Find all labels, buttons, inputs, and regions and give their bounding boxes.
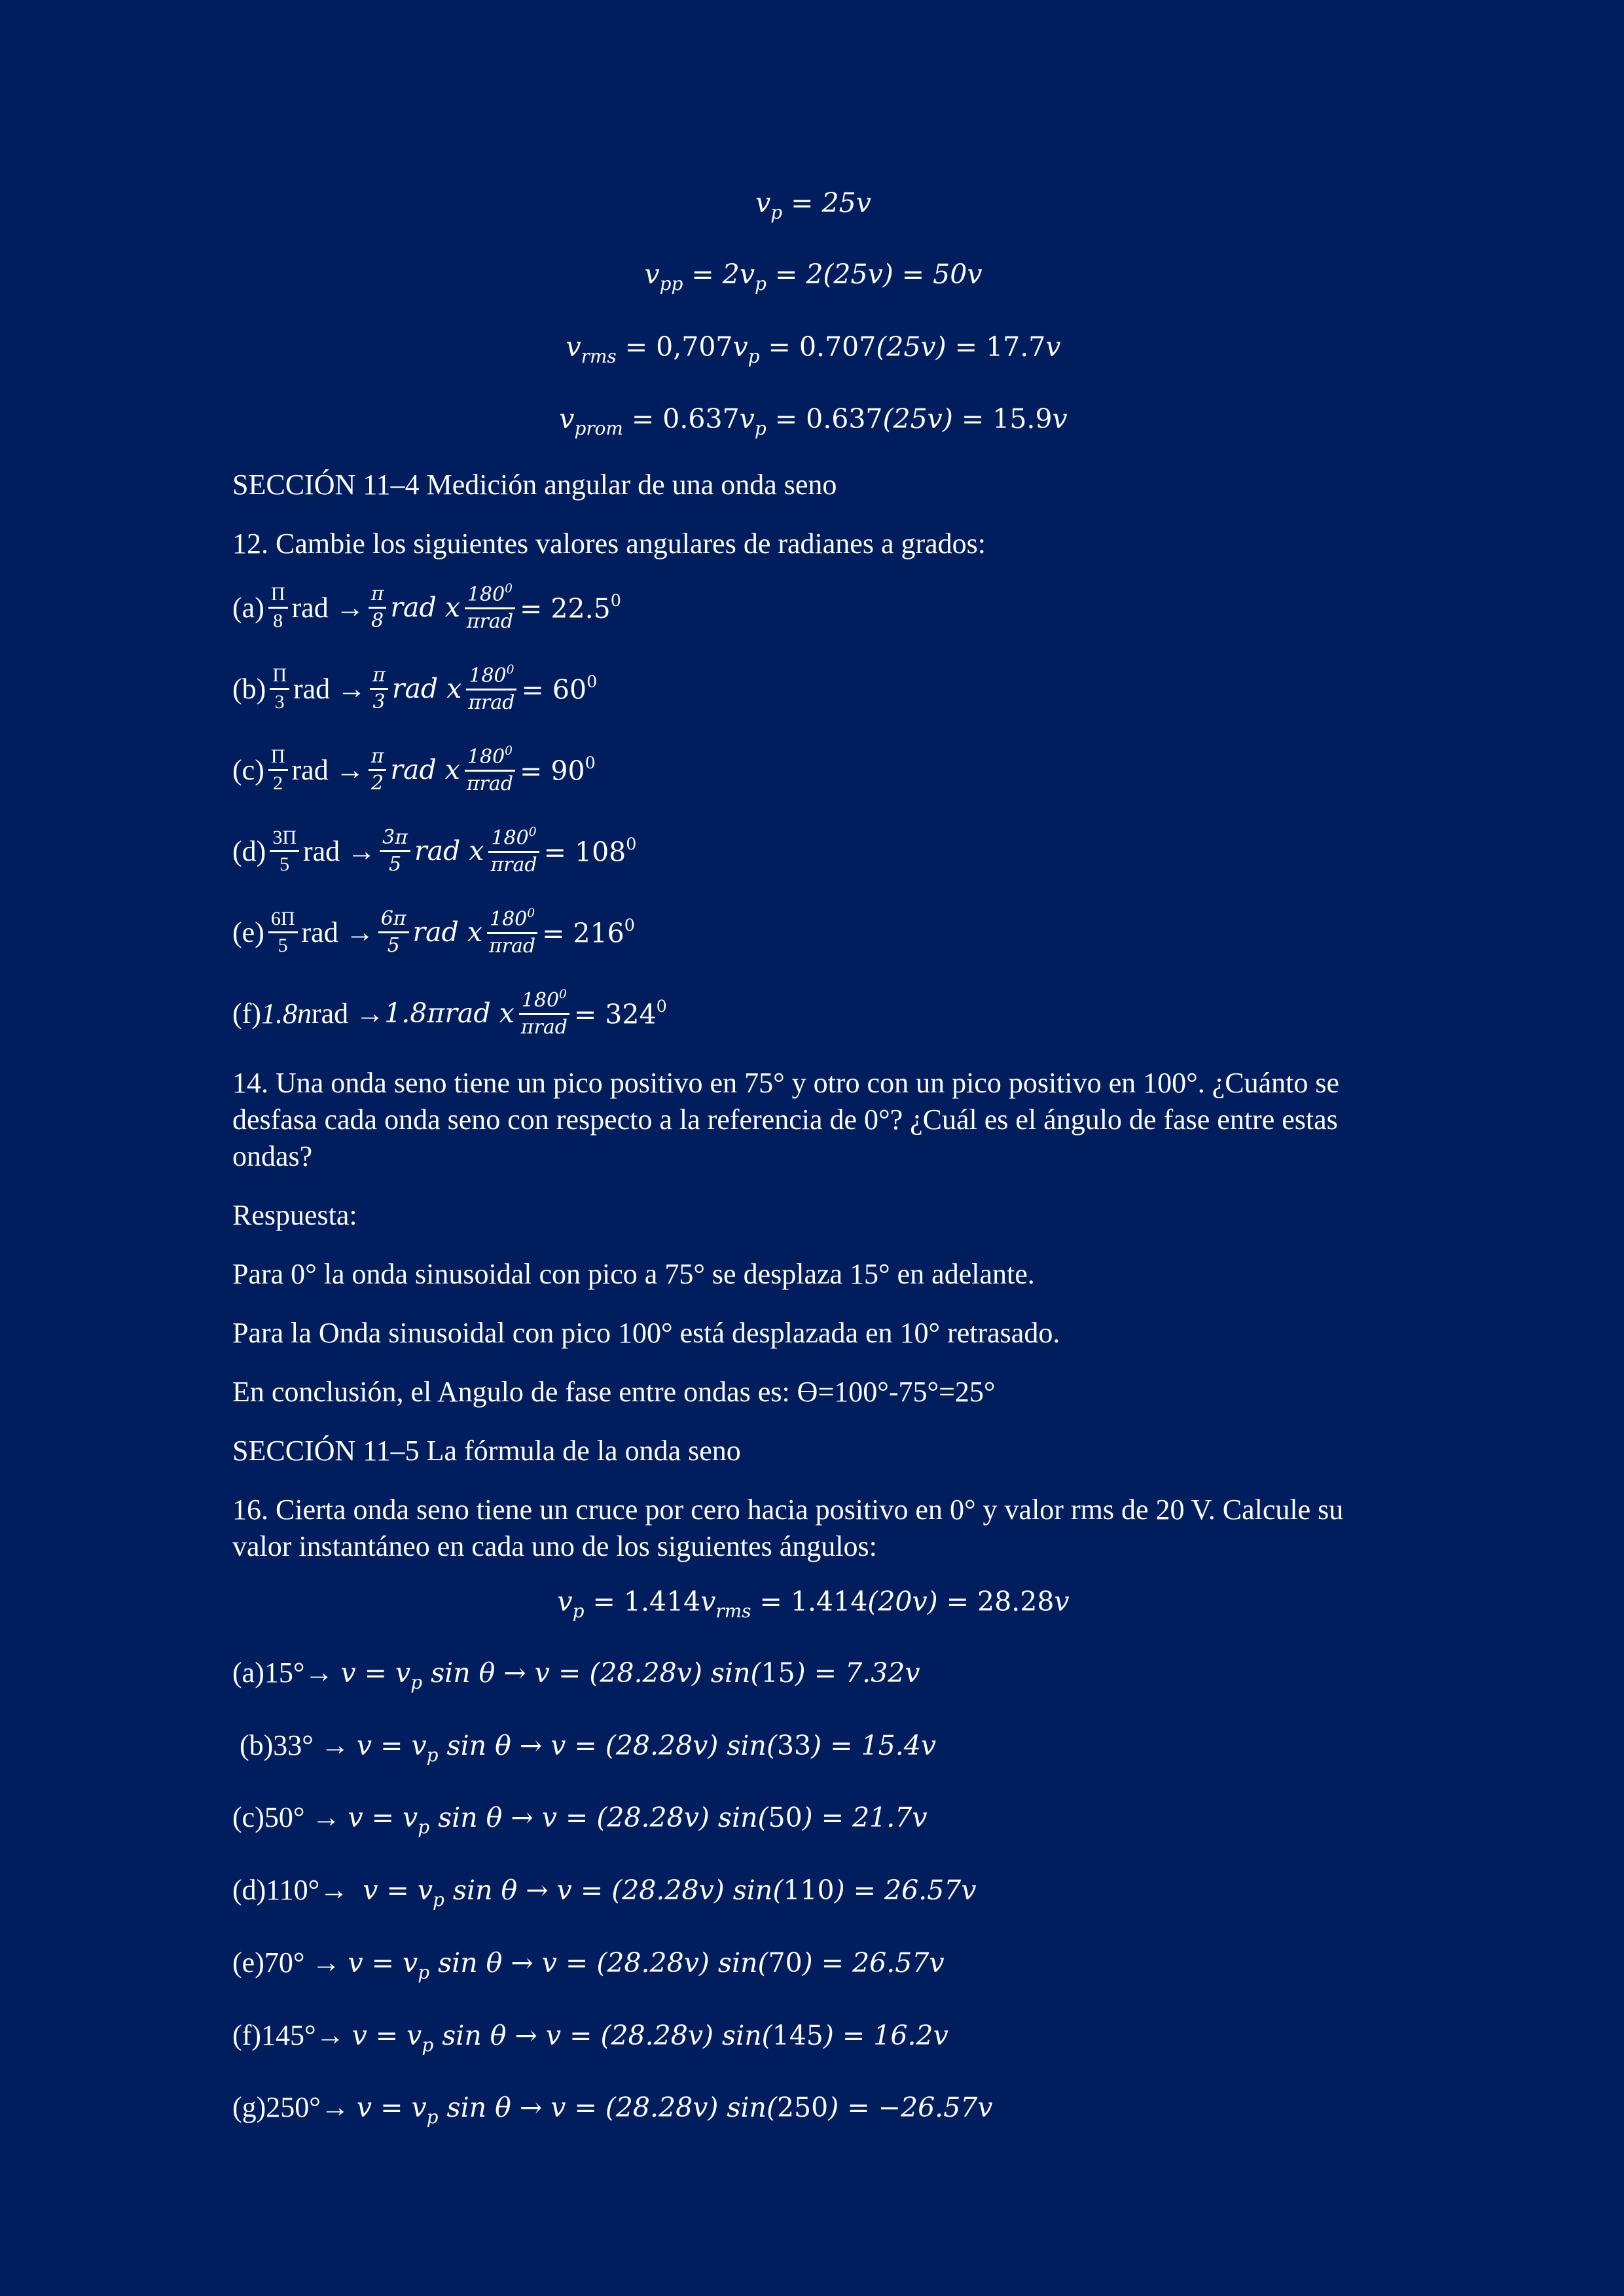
result-degree: 0 [585, 753, 596, 773]
sub-p: p [426, 2106, 439, 2128]
conversion-denominator: πrad [466, 772, 514, 795]
angle-fraction [270, 666, 289, 712]
instantaneous-item [232, 1655, 1394, 1701]
result-degree: 0 [586, 672, 598, 692]
angle-fraction-math [370, 663, 388, 713]
conversion-numerator [488, 827, 539, 853]
rad-word: rad → [291, 753, 365, 786]
sin-theta: sin θ → v = (28.28v) sin( [438, 1729, 777, 1761]
lhs: v = v [348, 1802, 418, 1834]
question-12: 12. Cambie los siguientes valores angulares de radianes a grados: [232, 528, 986, 560]
close: ) = [834, 1874, 885, 1906]
radian-item [232, 821, 1394, 880]
formula-vpp: $v_{pp} = 2v_p = 2(25v) = 50v$ [644, 258, 983, 295]
formula-vp [232, 185, 1394, 231]
sin-theta: sin θ → v = (28.28v) sin( [429, 1802, 768, 1834]
result [574, 996, 667, 1030]
angle-fraction [268, 747, 288, 793]
angle-fraction-math-denominator: 5 [387, 933, 400, 957]
angle-fraction-math-denominator: 5 [389, 852, 402, 876]
angle-fraction-math [369, 744, 387, 795]
radian-item [232, 903, 1394, 961]
item-label: (d) [232, 834, 266, 867]
conversion-denominator: πrad [468, 691, 515, 714]
page-content [232, 185, 1394, 2162]
item-label: (f) [232, 997, 261, 1030]
rad-x: rad x [390, 754, 460, 785]
rad-x: rad x [414, 835, 484, 867]
conversion-numerator [465, 583, 515, 609]
result-eq: = 108 [543, 836, 626, 868]
item-label: (c)50° → [232, 1801, 348, 1834]
result: 16.2v [873, 2019, 948, 2051]
instantaneous-item [232, 1945, 1394, 1991]
angle-value: 70 [768, 1946, 803, 1979]
instantaneous-item [232, 1727, 1394, 1774]
conversion-fraction [464, 583, 516, 632]
conversion-denominator: πrad [488, 935, 536, 958]
respuesta-label: Respuesta: [232, 1199, 357, 1231]
close: ) = [802, 1802, 853, 1834]
conversion-denominator: πrad [490, 853, 537, 876]
formula-vp-rms: $v_p = 1.414v_{rms} = 1.414(20v) = 28.28v$ [557, 1586, 1070, 1622]
item-label: (g)250°→ [232, 2091, 357, 2124]
angle-fraction-math [380, 825, 410, 876]
conversion-fraction [486, 908, 538, 956]
conversion-numerator [487, 908, 537, 934]
conv-degree: 0 [506, 662, 514, 677]
conversion-fraction [465, 664, 517, 713]
sin-theta: sin θ → v = (28.28v) sin( [444, 1874, 784, 1906]
angle-fraction-numerator: 3Π [270, 828, 299, 852]
angle-fraction-denominator: 2 [273, 772, 283, 794]
radian-item [232, 984, 1394, 1043]
angle-fraction-math-numerator: π [370, 666, 388, 690]
instantaneous-value-list [232, 1655, 1394, 2136]
rad-word: rad → [311, 997, 385, 1030]
conv-num-value: 180 [467, 745, 505, 768]
section-11-4-heading: SECCIÓN 11–4 Medición angular de una onda seno [232, 469, 837, 501]
instantaneous-item [232, 2089, 1394, 2136]
rad-word: rad → [302, 834, 376, 867]
close: ) = [811, 1729, 861, 1761]
sin-theta: sin θ → v = (28.28v) sin( [433, 2019, 772, 2051]
conv-num-value: 180 [489, 908, 528, 931]
angle-fraction-math [378, 906, 409, 957]
angle-fraction-numerator: Π [270, 666, 289, 690]
result-degree: 0 [626, 834, 637, 854]
result [542, 915, 635, 949]
rad-word: rad → [293, 672, 367, 705]
item-formula [363, 1874, 977, 1910]
angle-fraction-math-numerator: π [369, 747, 387, 771]
angle-fraction-math [369, 584, 387, 631]
angle-fraction [268, 909, 298, 956]
angle-fraction-math-numerator: 6π [378, 909, 409, 933]
sub-p: p [410, 1671, 423, 1693]
item-prefix: 1.8n [261, 997, 312, 1030]
sub-p: p [422, 2034, 434, 2056]
result: 26.57v [852, 1946, 945, 1979]
result: 7.32v [845, 1657, 920, 1689]
item-label: (b)33° → [232, 1729, 357, 1761]
result-eq: = 22.5 [520, 592, 611, 624]
conv-num-value: 180 [521, 989, 560, 1012]
conv-num-value: 180 [469, 664, 507, 687]
result [520, 753, 596, 787]
angle-fraction-math-numerator: 3π [380, 828, 410, 852]
result-eq: = 60 [521, 673, 587, 706]
conversion-denominator: πrad [520, 1016, 568, 1039]
radian-conversion-list [232, 578, 1394, 1043]
rad-x: rad x [390, 592, 460, 623]
sin-theta: sin θ → v = (28.28v) sin( [429, 1946, 768, 1979]
item-label: (e)70° → [232, 1946, 348, 1979]
rad-x: rad x [412, 916, 482, 948]
result-degree: 0 [610, 590, 621, 611]
close: ) = [828, 2092, 878, 2124]
angle-fraction-numerator: 6Π [268, 909, 298, 933]
lhs: v = v [348, 1946, 418, 1979]
conversion-fraction [464, 745, 516, 794]
conversion-numerator [465, 745, 515, 772]
lhs: v = v [352, 2019, 422, 2051]
formula-vprom: $v_{prom} = 0.637v_p = 0.637(25v) = 15.9v$ [559, 403, 1068, 439]
conv-degree: 0 [505, 581, 513, 596]
conv-degree: 0 [559, 987, 567, 1001]
lhs: v = v [356, 2092, 427, 2124]
item-label: (b) [232, 672, 266, 705]
formula-vrms: $v_{rms} = 0,707v_p = 0.707(25v) = 17.7v$ [566, 331, 1061, 367]
rad-word: rad → [301, 916, 374, 948]
item-label: (e) [232, 916, 264, 948]
instantaneous-item [232, 1872, 1394, 1918]
angle-value: 250 [776, 2092, 829, 2124]
result-eq: = 216 [542, 917, 624, 949]
angle-fraction-denominator: 5 [280, 853, 290, 875]
item-label: (f)145°→ [232, 2018, 352, 2051]
lhs: v = v [340, 1657, 411, 1689]
close: ) = [795, 1657, 846, 1689]
sub-p: p [418, 1961, 430, 1983]
conversion-fraction [488, 827, 539, 875]
angle-value: 145 [772, 2019, 823, 2051]
sin-theta: sin θ → v = (28.28v) sin( [422, 1657, 761, 1689]
angle-fraction-numerator: Π [268, 584, 288, 609]
sub-p: p [426, 1744, 439, 1766]
angle-value: 110 [783, 1874, 835, 1906]
lhs: v = v [363, 1874, 433, 1906]
result: −26.57v [878, 2092, 993, 2124]
sin-theta: sin θ → v = (28.28v) sin( [438, 2092, 777, 2124]
result-eq: = 90 [520, 755, 585, 787]
angle-fraction-numerator: Π [268, 747, 288, 771]
angle-fraction-math-denominator: 8 [371, 609, 384, 632]
angle-fraction-math-denominator: 3 [372, 690, 386, 713]
rad-x: rad x [444, 997, 514, 1029]
angle-fraction-denominator: 5 [278, 934, 288, 956]
angle-fraction [270, 828, 299, 874]
conversion-numerator [519, 989, 569, 1015]
conversion-numerator [466, 664, 516, 691]
question-14: 14. Una onda seno tiene un pico positivo en 75° y otro con un pico positivo en 100°. ¿Cuánto se desfasa cada onda seno con respecto a la referencia de 0°? ¿Cuál es el ángulo de fase entre estas ondas? [232, 1067, 1340, 1172]
instantaneous-item [232, 2017, 1394, 2064]
answer-line-1: Para 0° la onda sinusoidal con pico a 75° se desplaza 15° en adelante. [232, 1258, 1035, 1290]
item-formula [356, 1729, 936, 1766]
item-prefix-math: 1.8π [384, 997, 445, 1029]
sub-p: p [433, 1888, 444, 1910]
conv-degree: 0 [528, 825, 537, 839]
sub-p: p [418, 1816, 430, 1838]
close: ) = [823, 2019, 874, 2051]
result-eq: = 324 [573, 998, 657, 1030]
conv-num-value: 180 [467, 583, 505, 606]
angle-fraction [268, 584, 288, 631]
section-11-5-heading: SECCIÓN 11–5 La fórmula de la onda seno [232, 1435, 741, 1467]
lhs: v = v [356, 1729, 427, 1761]
conversion-fraction [518, 989, 570, 1037]
angle-fraction-denominator: 8 [273, 609, 283, 632]
result-degree: 0 [624, 915, 635, 935]
close: ) = [802, 1946, 853, 1979]
item-label: (a)15°→ [232, 1656, 341, 1689]
answer-line-2: Para la Onda sinusoidal con pico 100° está desplazada en 10° retrasado. [232, 1317, 1060, 1349]
angle-fraction-math-denominator: 2 [371, 771, 384, 795]
item-formula [348, 1802, 928, 1838]
rad-x: rad x [391, 673, 462, 704]
angle-fraction-math-numerator: π [369, 584, 387, 609]
rad-word: rad → [291, 591, 365, 624]
result [520, 590, 621, 624]
conversion-denominator: πrad [466, 610, 514, 633]
result-degree: 0 [656, 996, 667, 1016]
result: 15.4v [861, 1729, 936, 1761]
radian-item [232, 659, 1394, 718]
formula-vp-text: $v_p = 25v$ [755, 187, 871, 223]
result: 26.57v [884, 1874, 977, 1906]
angle-fraction-denominator: 3 [274, 691, 285, 713]
result: 21.7v [852, 1802, 928, 1834]
item-formula [348, 1946, 945, 1983]
angle-value: 33 [776, 1729, 812, 1761]
radian-item [232, 578, 1394, 637]
item-formula [356, 2092, 993, 2128]
instantaneous-item [232, 1799, 1394, 1846]
result [544, 834, 637, 868]
angle-value: 50 [768, 1802, 803, 1834]
item-label: (c) [232, 753, 264, 786]
result [522, 672, 598, 706]
item-label: (d)110°→ [232, 1874, 363, 1906]
angle-value: 15 [761, 1657, 795, 1689]
conv-num-value: 180 [491, 827, 529, 850]
item-label: (a) [232, 591, 264, 624]
radian-item [232, 740, 1394, 799]
question-16: 16. Cierta onda seno tiene un cruce por cero hacia positivo en 0° y valor rms de 20 V. Calcule su valor instantáneo en cada uno de los siguientes ángulos: [232, 1494, 1344, 1562]
conv-degree: 0 [505, 744, 513, 758]
answer-line-3: En conclusión, el Angulo de fase entre ondas es: Ɵ=100°-75°=25° [232, 1376, 996, 1408]
item-formula [340, 1657, 920, 1693]
item-formula [352, 2019, 948, 2056]
conv-degree: 0 [527, 906, 535, 920]
